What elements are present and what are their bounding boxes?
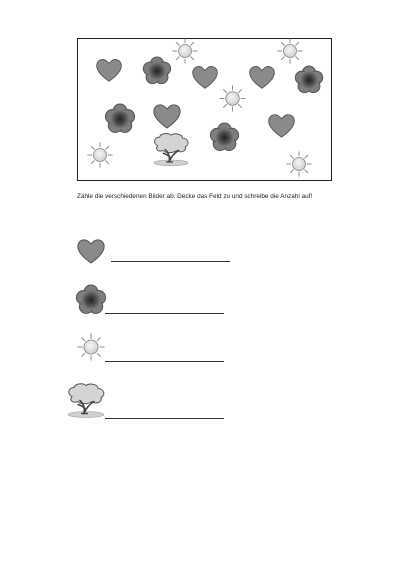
sun-icon <box>87 142 113 168</box>
sun-icon <box>277 38 303 64</box>
heart-icon <box>190 62 220 92</box>
heart-icon <box>266 110 297 141</box>
instruction-text: Zähle die verschiedenen Bilder ab. Decke das Feld zu und schreibe die Anzahl auf! <box>77 193 313 200</box>
heart-icon <box>94 55 124 85</box>
heart-icon <box>247 62 277 92</box>
flower-icon <box>75 284 107 316</box>
tree-icon <box>64 382 108 419</box>
sun-icon <box>219 85 246 112</box>
heart-icon <box>75 235 107 267</box>
sun-icon <box>286 151 312 177</box>
answer-line-suns[interactable] <box>105 361 224 362</box>
answer-line-flowers[interactable] <box>105 313 224 314</box>
sun-icon <box>77 333 105 361</box>
flower-icon <box>294 65 324 95</box>
flower-icon <box>142 56 172 86</box>
tree-icon <box>150 132 192 167</box>
answer-line-hearts[interactable] <box>111 261 230 262</box>
sun-icon <box>172 38 198 64</box>
heart-icon <box>151 100 183 132</box>
flower-icon <box>209 122 240 153</box>
answer-line-trees[interactable] <box>105 418 224 419</box>
flower-icon <box>104 103 136 135</box>
